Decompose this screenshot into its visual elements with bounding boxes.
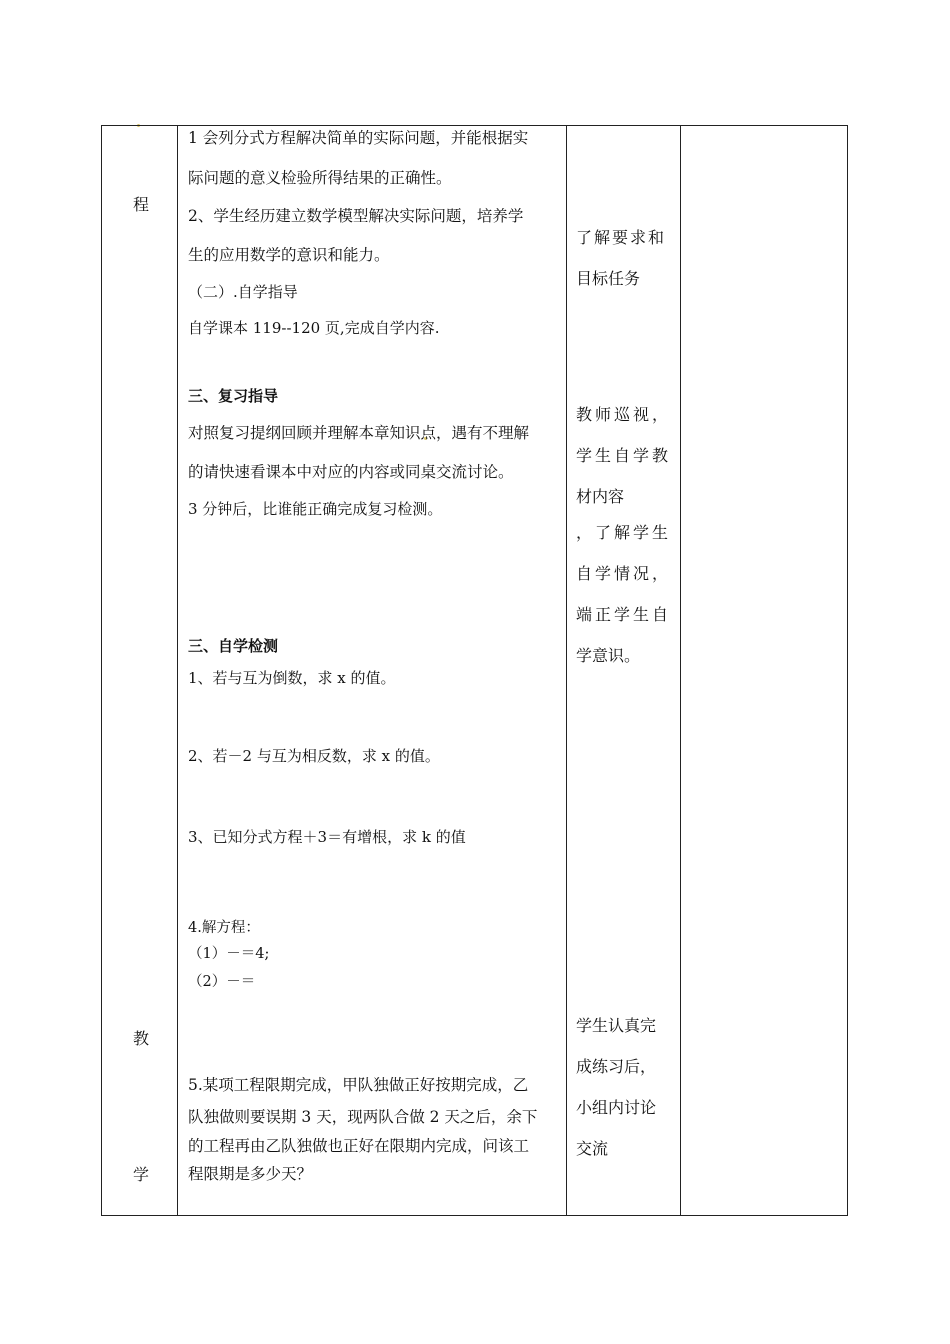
review-line-3: 3 分钟后，比谁能正确完成复习检测。 xyxy=(188,500,443,518)
self-study-text: 自学课本 119--120 页,完成自学内容. xyxy=(188,319,440,337)
question-2: 2、若－2 与互为相反数，求 x 的值。 xyxy=(188,747,440,765)
note-2-line-2: 学生自学教 xyxy=(576,446,672,465)
note-3-line-4: 交流 xyxy=(576,1139,609,1158)
review-line-2: 的请快速看课本中对应的内容或同桌交流讨论。 xyxy=(188,463,514,481)
review-line-1: 对照复习提纲回顾并理解本章知识点，遇有不理解 xyxy=(188,424,530,442)
column-divider-3 xyxy=(680,126,681,1215)
column-divider-1 xyxy=(177,126,178,1215)
question-4-title: 4.解方程： xyxy=(188,920,260,936)
note-3-line-1: 学生认真完 xyxy=(576,1016,657,1035)
objective-2-line-1: 2、学生经历建立数学模型解决实际问题，培养学 xyxy=(188,207,524,225)
question-5-line-4: 程限期是多少天？ xyxy=(188,1165,313,1183)
note-3-line-3: 小组内讨论 xyxy=(576,1098,657,1117)
note-2-line-4: ，了解学生 xyxy=(576,523,672,542)
left-label-cheng: 程 xyxy=(133,195,150,214)
note-2-line-5: 自学情况， xyxy=(576,564,672,583)
self-study-heading: （二）.自学指导 xyxy=(188,283,298,301)
note-3-line-2: 成练习后， xyxy=(576,1057,657,1076)
question-3: 3、已知分式方程＋3＝有增根，求 k 的值 xyxy=(188,828,466,846)
note-2-line-6: 端正学生自 xyxy=(576,605,672,624)
question-4-part-1: （1）－＝4; xyxy=(188,946,270,962)
note-2-line-3: 材内容 xyxy=(576,487,625,506)
review-heading: 三、复习指导 xyxy=(188,387,279,405)
question-4-part-2: （2）－＝ xyxy=(188,974,256,990)
left-label-jiao: 教 xyxy=(133,1029,150,1048)
note-2-line-1: 教师巡视， xyxy=(576,405,672,424)
objective-2-line-2: 生的应用数学的意识和能力。 xyxy=(188,246,390,264)
note-1-line-1: 了解要求和 xyxy=(576,228,667,247)
question-1: 1、若与互为倒数，求 x 的值。 xyxy=(188,669,396,687)
note-2-line-7: 学意识。 xyxy=(576,646,641,665)
column-divider-2 xyxy=(566,126,567,1215)
self-test-heading: 三、自学检测 xyxy=(188,637,279,655)
question-5-line-1: 5.某项工程限期完成，甲队独做正好按期完成，乙 xyxy=(188,1076,529,1094)
question-5-line-2: 队独做则要误期 3 天，现两队合做 2 天之后，余下 xyxy=(188,1108,538,1126)
question-5-line-3: 的工程再由乙队独做也正好在限期内完成，问该工 xyxy=(188,1137,530,1155)
objective-1-line-1: 1 会列分式方程解决简单的实际问题，并能根据实 xyxy=(188,129,529,147)
objective-1-line-2: 际问题的意义检验所得结果的正确性。 xyxy=(188,169,452,187)
left-label-xue: 学 xyxy=(133,1165,150,1184)
note-1-line-2: 目标任务 xyxy=(576,269,641,288)
